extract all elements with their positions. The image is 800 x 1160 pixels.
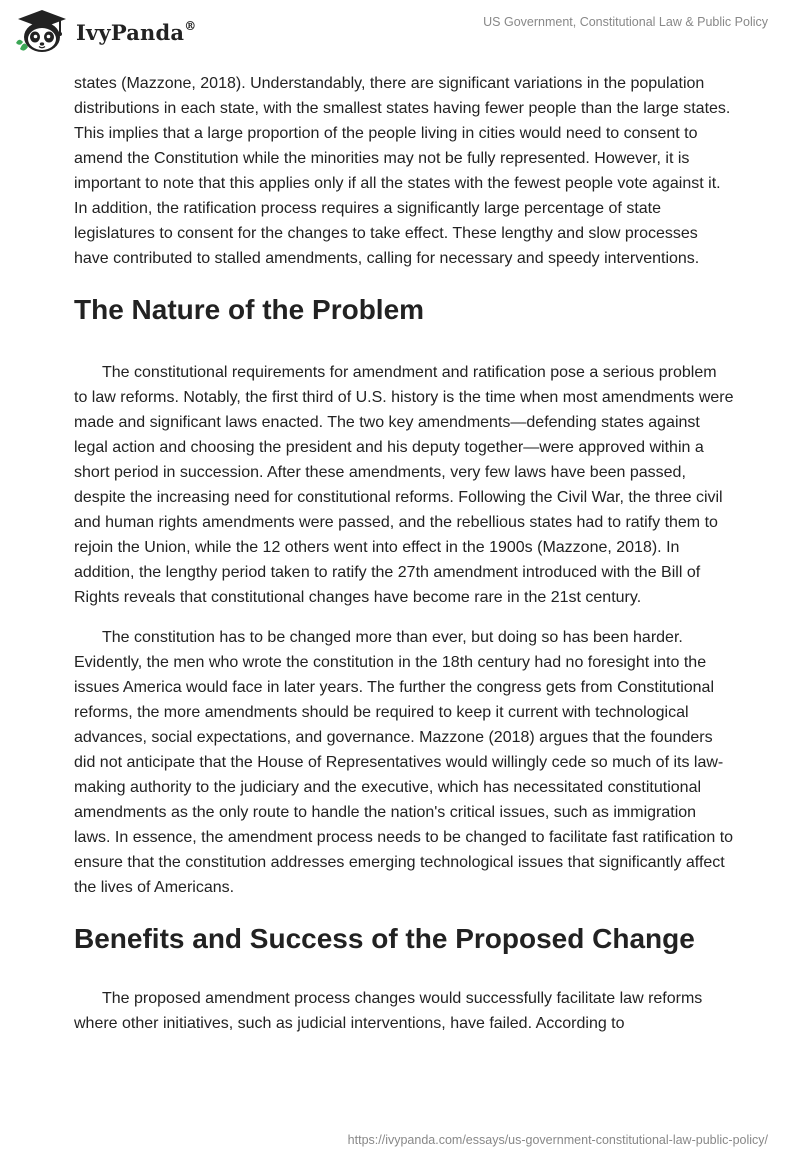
logo-text: IvyPanda®: [76, 18, 197, 45]
panda-icon: [14, 9, 70, 55]
paragraph: The proposed amendment process changes would successfully facilitate law reforms where other initiatives, such as judicial interventions, have failed. According to: [74, 990, 703, 1032]
section-heading: The Nature of the Problem: [74, 294, 425, 325]
source-url[interactable]: https://ivypanda.com/essays/us-government-constitutional-law-public-policy/: [347, 1133, 768, 1147]
section-heading: Benefits and Success of the Proposed Change: [74, 923, 695, 954]
ivypanda-logo[interactable]: [14, 9, 196, 55]
paragraph: The constitution has to be changed more than ever, but doing so has been harder. Evidently, the men who wrote the constitution in the 18th century had no foresight into the issues America would face in later years. The further the congress gets from Constitutional reforms, the more amendments should be required to keep it current with technological advances, social expectations, and governance. Mazzone (2018) argues that the founders did not anticipate that the House of Representatives would willingly cede so much of its law-making authority to the judiciary and the executive, which has necessitated constitutional amendments as the only route to handle the nation's critical issues, such as immigration laws. In essence, the amendment process needs to be changed to facilitate fast ratification to ensure that the constitution addresses emerging technological issues that significantly affect the lives of Americans.: [74, 629, 734, 896]
document-body: [74, 71, 734, 1036]
paragraph: states (Mazzone, 2018). Understandably, there are significant variations in the population distributions in each state, with the smallest states having fewer people than the large states. This implies that a large proportion of the people living in cities would need to consent to amend the Constitution while the minorities may not be fully represented. However, it is important to note that this applies only if all the states with the fewest people vote against it. In addition, the ratification process requires a significantly large percentage of state legislatures to consent for the changes to take effect. These lengthy and slow processes have contributed to stalled amendments, calling for necessary and speedy interventions.: [74, 75, 731, 267]
paragraph: The constitutional requirements for amendment and ratification pose a serious problem to law reforms. Notably, the first third of U.S. history is the time when most amendments were made and significant laws enacted. The two key amendments—defending states against legal action and choosing the president and his deputy together—were approved within a short period in succession. After these amendments, very few laws have been passed, despite the increasing need for constitutional reforms. Following the Civil War, the three civil and human rights amendments were passed, and the rebellious states had to ratify them to rejoin the Union, while the 12 others went into effect in the 1900s (Mazzone, 2018). In addition, the lengthy period taken to ratify the 27th amendment introduced with the Bill of Rights reveals that constitutional changes have become rare in the 21st century.: [74, 364, 734, 606]
document-subject: US Government, Constitutional Law & Public Policy: [483, 15, 768, 29]
page-header: [0, 0, 800, 70]
